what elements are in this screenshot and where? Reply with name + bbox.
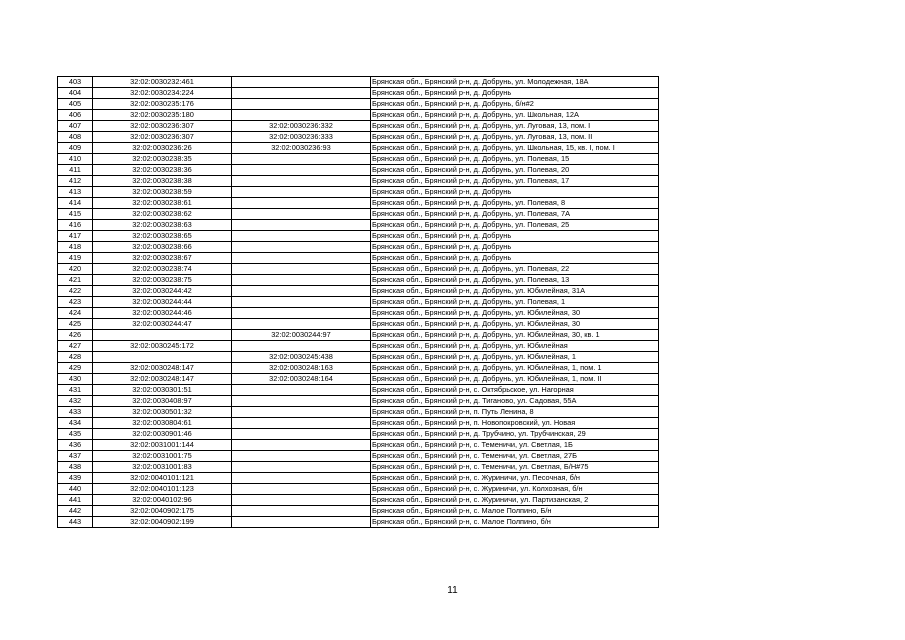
parent-number-cell: 32:02:0030248:164 xyxy=(232,374,371,385)
table-row xyxy=(58,429,659,440)
parent-number-cell xyxy=(232,275,371,286)
row-number-cell: 407 xyxy=(58,121,93,132)
cadastral-number-cell: 32:02:0031001:144 xyxy=(93,440,232,451)
parent-number-cell xyxy=(232,319,371,330)
table-row xyxy=(58,143,659,154)
parent-number-cell xyxy=(232,176,371,187)
registry-table-body xyxy=(58,77,659,528)
address-cell: Брянская обл., Брянский р-н, д. Добрунь xyxy=(371,187,659,198)
address-cell: Брянская обл., Брянский р-н, д. Добрунь, ул. Полевая, 25 xyxy=(371,220,659,231)
row-number-cell: 424 xyxy=(58,308,93,319)
cadastral-number-cell: 32:02:0030301:51 xyxy=(93,385,232,396)
cadastral-number-cell: 32:02:0030245:172 xyxy=(93,341,232,352)
cadastral-number-cell: 32:02:0030236:26 xyxy=(93,143,232,154)
address-cell: Брянская обл., Брянский р-н, с. Журиничи, ул. Колхозная, б/н xyxy=(371,484,659,495)
parent-number-cell xyxy=(232,154,371,165)
cadastral-number-cell: 32:02:0030248:147 xyxy=(93,374,232,385)
parent-number-cell xyxy=(232,110,371,121)
address-cell: Брянская обл., Брянский р-н, с. Малое Полпино, Б/н xyxy=(371,506,659,517)
address-cell: Брянская обл., Брянский р-н, д. Добрунь, ул. Школьная, 12А xyxy=(371,110,659,121)
row-number-cell: 411 xyxy=(58,165,93,176)
cadastral-number-cell xyxy=(93,330,232,341)
parent-number-cell xyxy=(232,198,371,209)
address-cell: Брянская обл., Брянский р-н, д. Добрунь, ул. Луговая, 13, пом. I xyxy=(371,121,659,132)
address-cell: Брянская обл., Брянский р-н, д. Добрунь, ул. Полевая, 15 xyxy=(371,154,659,165)
cadastral-number-cell: 32:02:0030235:176 xyxy=(93,99,232,110)
row-number-cell: 437 xyxy=(58,451,93,462)
row-number-cell: 405 xyxy=(58,99,93,110)
cadastral-number-cell: 32:02:0031001:83 xyxy=(93,462,232,473)
cadastral-number-cell: 32:02:0030901:46 xyxy=(93,429,232,440)
table-row xyxy=(58,330,659,341)
row-number-cell: 423 xyxy=(58,297,93,308)
table-row xyxy=(58,253,659,264)
row-number-cell: 425 xyxy=(58,319,93,330)
row-number-cell: 413 xyxy=(58,187,93,198)
table-row xyxy=(58,231,659,242)
parent-number-cell xyxy=(232,88,371,99)
row-number-cell: 439 xyxy=(58,473,93,484)
parent-number-cell xyxy=(232,396,371,407)
address-cell: Брянская обл., Брянский р-н, д. Добрунь, ул. Юбилейная, 30, кв. 1 xyxy=(371,330,659,341)
address-cell: Брянская обл., Брянский р-н, с. Журиничи, ул. Партизанская, 2 xyxy=(371,495,659,506)
row-number-cell: 404 xyxy=(58,88,93,99)
table-row xyxy=(58,385,659,396)
cadastral-number-cell: 32:02:0040101:121 xyxy=(93,473,232,484)
row-number-cell: 410 xyxy=(58,154,93,165)
row-number-cell: 421 xyxy=(58,275,93,286)
address-cell: Брянская обл., Брянский р-н, д. Добрунь, ул. Юбилейная xyxy=(371,341,659,352)
cadastral-number-cell: 32:02:0040102:96 xyxy=(93,495,232,506)
address-cell: Брянская обл., Брянский р-н, с. Теменичи, ул. Светлая, 1Б xyxy=(371,440,659,451)
address-cell: Брянская обл., Брянский р-н, д. Добрунь, ул. Полевая, 8 xyxy=(371,198,659,209)
table-row xyxy=(58,418,659,429)
parent-number-cell: 32:02:0030236:333 xyxy=(232,132,371,143)
parent-number-cell xyxy=(232,165,371,176)
parent-number-cell: 32:02:0030236:93 xyxy=(232,143,371,154)
cadastral-number-cell: 32:02:0030238:74 xyxy=(93,264,232,275)
table-row xyxy=(58,396,659,407)
table-row xyxy=(58,209,659,220)
row-number-cell: 416 xyxy=(58,220,93,231)
address-cell: Брянская обл., Брянский р-н, д. Добрунь, ул. Молодежная, 18А xyxy=(371,77,659,88)
parent-number-cell xyxy=(232,506,371,517)
row-number-cell: 406 xyxy=(58,110,93,121)
table-row xyxy=(58,275,659,286)
parent-number-cell xyxy=(232,385,371,396)
parent-number-cell xyxy=(232,451,371,462)
table-row xyxy=(58,451,659,462)
row-number-cell: 431 xyxy=(58,385,93,396)
table-row xyxy=(58,352,659,363)
row-number-cell: 441 xyxy=(58,495,93,506)
table-row xyxy=(58,264,659,275)
cadastral-number-cell: 32:02:0040101:123 xyxy=(93,484,232,495)
cadastral-number-cell: 32:02:0030244:46 xyxy=(93,308,232,319)
cadastral-number-cell: 32:02:0030234:224 xyxy=(93,88,232,99)
parent-number-cell xyxy=(232,473,371,484)
table-row xyxy=(58,506,659,517)
cadastral-number-cell: 32:02:0030238:75 xyxy=(93,275,232,286)
row-number-cell: 417 xyxy=(58,231,93,242)
address-cell: Брянская обл., Брянский р-н, п. Новопокровский, ул. Новая xyxy=(371,418,659,429)
parent-number-cell xyxy=(232,440,371,451)
parent-number-cell xyxy=(232,220,371,231)
address-cell: Брянская обл., Брянский р-н, с. Теменичи, ул. Светлая, 27Б xyxy=(371,451,659,462)
table-row xyxy=(58,176,659,187)
cadastral-number-cell: 32:02:0030238:38 xyxy=(93,176,232,187)
address-cell: Брянская обл., Брянский р-н, д. Трубчино, ул. Трубчинская, 29 xyxy=(371,429,659,440)
table-row xyxy=(58,473,659,484)
address-cell: Брянская обл., Брянский р-н, с. Малое Полпино, б/н xyxy=(371,517,659,528)
cadastral-number-cell: 32:02:0031001:75 xyxy=(93,451,232,462)
registry-table xyxy=(57,76,659,528)
row-number-cell: 408 xyxy=(58,132,93,143)
row-number-cell: 409 xyxy=(58,143,93,154)
table-row xyxy=(58,121,659,132)
row-number-cell: 429 xyxy=(58,363,93,374)
row-number-cell: 414 xyxy=(58,198,93,209)
table-row xyxy=(58,517,659,528)
cadastral-number-cell: 32:02:0030248:147 xyxy=(93,363,232,374)
table-row xyxy=(58,198,659,209)
cadastral-number-cell: 32:02:0030244:44 xyxy=(93,297,232,308)
row-number-cell: 434 xyxy=(58,418,93,429)
table-row xyxy=(58,154,659,165)
cadastral-number-cell: 32:02:0030244:47 xyxy=(93,319,232,330)
row-number-cell: 426 xyxy=(58,330,93,341)
parent-number-cell xyxy=(232,429,371,440)
address-cell: Брянская обл., Брянский р-н, д. Добрунь xyxy=(371,88,659,99)
cadastral-number-cell: 32:02:0030236:307 xyxy=(93,132,232,143)
cadastral-number-cell: 32:02:0030238:35 xyxy=(93,154,232,165)
address-cell: Брянская обл., Брянский р-н, д. Добрунь xyxy=(371,231,659,242)
address-cell: Брянская обл., Брянский р-н, д. Добрунь, ул. Полевая, 1 xyxy=(371,297,659,308)
address-cell: Брянская обл., Брянский р-н, с. Теменичи, ул. Светлая, Б/Н#75 xyxy=(371,462,659,473)
row-number-cell: 403 xyxy=(58,77,93,88)
cadastral-number-cell: 32:02:0030238:65 xyxy=(93,231,232,242)
parent-number-cell xyxy=(232,495,371,506)
table-row xyxy=(58,407,659,418)
address-cell: Брянская обл., Брянский р-н, д. Добрунь, ул. Юбилейная, 30 xyxy=(371,308,659,319)
address-cell: Брянская обл., Брянский р-н, д. Добрунь, б/н#2 xyxy=(371,99,659,110)
parent-number-cell: 32:02:0030245:438 xyxy=(232,352,371,363)
table-row xyxy=(58,187,659,198)
table-row xyxy=(58,484,659,495)
table-row xyxy=(58,165,659,176)
cadastral-number-cell: 32:02:0030235:180 xyxy=(93,110,232,121)
cadastral-number-cell: 32:02:0030408:97 xyxy=(93,396,232,407)
address-cell: Брянская обл., Брянский р-н, д. Добрунь, ул. Юбилейная, 31А xyxy=(371,286,659,297)
table-row xyxy=(58,242,659,253)
table-row xyxy=(58,297,659,308)
parent-number-cell xyxy=(232,187,371,198)
row-number-cell: 442 xyxy=(58,506,93,517)
parent-number-cell xyxy=(232,517,371,528)
cadastral-number-cell: 32:02:0030238:62 xyxy=(93,209,232,220)
table-row xyxy=(58,374,659,385)
address-cell: Брянская обл., Брянский р-н, д. Добрунь, ул. Полевая, 22 xyxy=(371,264,659,275)
address-cell: Брянская обл., Брянский р-н, д. Добрунь, ул. Полевая, 17 xyxy=(371,176,659,187)
table-row xyxy=(58,363,659,374)
parent-number-cell xyxy=(232,308,371,319)
cadastral-number-cell: 32:02:0030238:61 xyxy=(93,198,232,209)
parent-number-cell xyxy=(232,484,371,495)
parent-number-cell: 32:02:0030236:332 xyxy=(232,121,371,132)
cadastral-number-cell: 32:02:0030232:461 xyxy=(93,77,232,88)
parent-number-cell: 32:02:0030244:97 xyxy=(232,330,371,341)
parent-number-cell xyxy=(232,77,371,88)
address-cell: Брянская обл., Брянский р-н, д. Добрунь, ул. Полевая, 7А xyxy=(371,209,659,220)
table-row xyxy=(58,319,659,330)
parent-number-cell xyxy=(232,99,371,110)
address-cell: Брянская обл., Брянский р-н, д. Добрунь xyxy=(371,253,659,264)
table-row xyxy=(58,77,659,88)
row-number-cell: 428 xyxy=(58,352,93,363)
parent-number-cell xyxy=(232,341,371,352)
address-cell: Брянская обл., Брянский р-н, д. Добрунь, ул. Школьная, 15, кв. I, пом. I xyxy=(371,143,659,154)
row-number-cell: 415 xyxy=(58,209,93,220)
parent-number-cell xyxy=(232,462,371,473)
parent-number-cell: 32:02:0030248:163 xyxy=(232,363,371,374)
row-number-cell: 438 xyxy=(58,462,93,473)
address-cell: Брянская обл., Брянский р-н, д. Добрунь, ул. Юбилейная, 1 xyxy=(371,352,659,363)
page-number: 11 xyxy=(447,585,458,596)
row-number-cell: 430 xyxy=(58,374,93,385)
table-row xyxy=(58,132,659,143)
row-number-cell: 435 xyxy=(58,429,93,440)
table-row xyxy=(58,110,659,121)
cadastral-number-cell: 32:02:0030501:32 xyxy=(93,407,232,418)
row-number-cell: 419 xyxy=(58,253,93,264)
address-cell: Брянская обл., Брянский р-н, д. Добрунь, ул. Полевая, 20 xyxy=(371,165,659,176)
cadastral-number-cell xyxy=(93,352,232,363)
address-cell: Брянская обл., Брянский р-н, д. Добрунь xyxy=(371,242,659,253)
row-number-cell: 432 xyxy=(58,396,93,407)
address-cell: Брянская обл., Брянский р-н, д. Тиганово, ул. Садовая, 55А xyxy=(371,396,659,407)
table-row xyxy=(58,341,659,352)
address-cell: Брянская обл., Брянский р-н, д. Добрунь, ул. Луговая, 13, пом. II xyxy=(371,132,659,143)
table-row xyxy=(58,99,659,110)
row-number-cell: 420 xyxy=(58,264,93,275)
cadastral-number-cell: 32:02:0030804:61 xyxy=(93,418,232,429)
row-number-cell: 433 xyxy=(58,407,93,418)
address-cell: Брянская обл., Брянский р-н, д. Добрунь, ул. Юбилейная, 1, пом. 1 xyxy=(371,363,659,374)
cadastral-number-cell: 32:02:0040902:175 xyxy=(93,506,232,517)
parent-number-cell xyxy=(232,418,371,429)
cadastral-number-cell: 32:02:0030238:59 xyxy=(93,187,232,198)
row-number-cell: 422 xyxy=(58,286,93,297)
table-row xyxy=(58,495,659,506)
address-cell: Брянская обл., Брянский р-н, с. Журиничи, ул. Песочная, б/н xyxy=(371,473,659,484)
table-row xyxy=(58,308,659,319)
parent-number-cell xyxy=(232,407,371,418)
row-number-cell: 443 xyxy=(58,517,93,528)
cadastral-number-cell: 32:02:0030238:63 xyxy=(93,220,232,231)
cadastral-number-cell: 32:02:0030238:36 xyxy=(93,165,232,176)
row-number-cell: 440 xyxy=(58,484,93,495)
parent-number-cell xyxy=(232,286,371,297)
parent-number-cell xyxy=(232,242,371,253)
row-number-cell: 418 xyxy=(58,242,93,253)
table-row xyxy=(58,440,659,451)
table-row xyxy=(58,88,659,99)
address-cell: Брянская обл., Брянский р-н, с. Октябрьское, ул. Нагорная xyxy=(371,385,659,396)
parent-number-cell xyxy=(232,231,371,242)
parent-number-cell xyxy=(232,209,371,220)
table-row xyxy=(58,462,659,473)
cadastral-number-cell: 32:02:0030244:42 xyxy=(93,286,232,297)
table-row xyxy=(58,220,659,231)
row-number-cell: 436 xyxy=(58,440,93,451)
cadastral-number-cell: 32:02:0030238:66 xyxy=(93,242,232,253)
parent-number-cell xyxy=(232,264,371,275)
parent-number-cell xyxy=(232,253,371,264)
address-cell: Брянская обл., Брянский р-н, п. Путь Ленина, 8 xyxy=(371,407,659,418)
row-number-cell: 427 xyxy=(58,341,93,352)
address-cell: Брянская обл., Брянский р-н, д. Добрунь, ул. Юбилейная, 1, пом. II xyxy=(371,374,659,385)
cadastral-number-cell: 32:02:0030236:307 xyxy=(93,121,232,132)
cadastral-number-cell: 32:02:0040902:199 xyxy=(93,517,232,528)
address-cell: Брянская обл., Брянский р-н, д. Добрунь, ул. Полевая, 13 xyxy=(371,275,659,286)
row-number-cell: 412 xyxy=(58,176,93,187)
table-row xyxy=(58,286,659,297)
parent-number-cell xyxy=(232,297,371,308)
cadastral-number-cell: 32:02:0030238:67 xyxy=(93,253,232,264)
address-cell: Брянская обл., Брянский р-н, д. Добрунь, ул. Юбилейная, 30 xyxy=(371,319,659,330)
